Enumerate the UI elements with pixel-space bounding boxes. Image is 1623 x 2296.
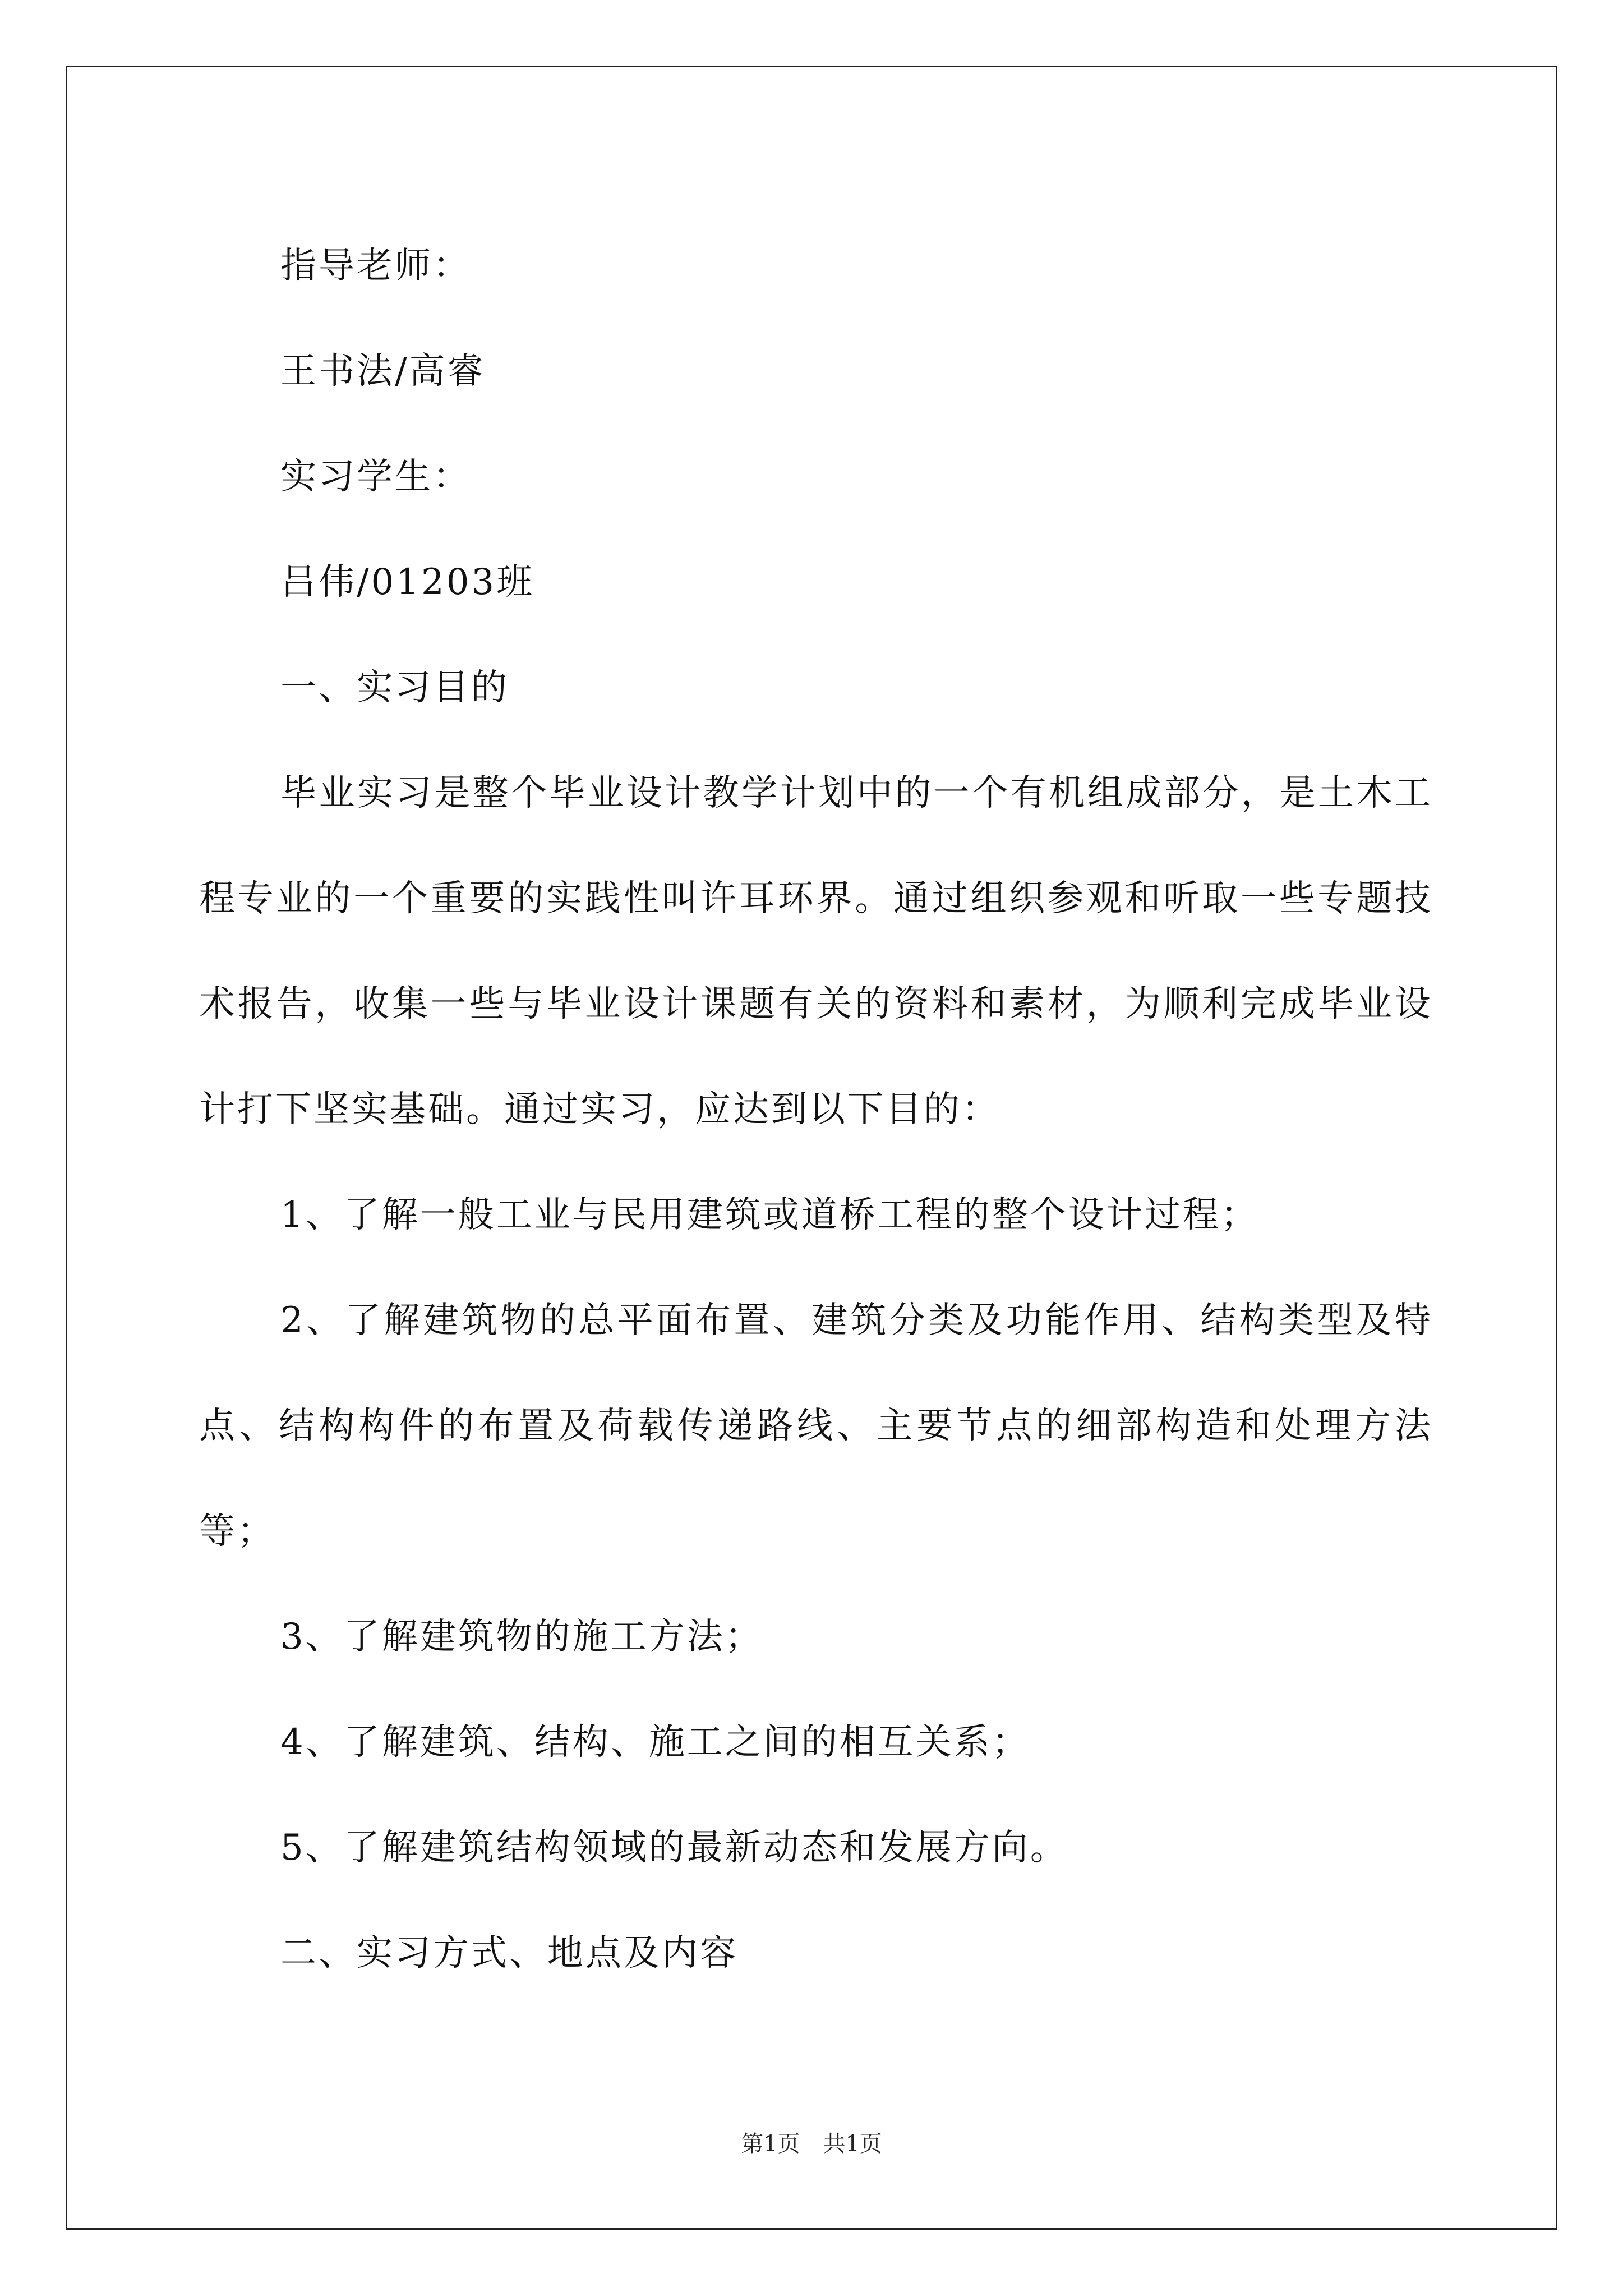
advisor-names: 王书法/高睿 bbox=[280, 351, 486, 392]
section-heading-purpose: 一、实习目的 bbox=[280, 667, 509, 708]
advisor-label: 指导老师： bbox=[280, 245, 471, 287]
page-footer bbox=[0, 2126, 1623, 2158]
document-body bbox=[199, 213, 1433, 2006]
purpose-item-1: 1、了解一般工业与民用建筑或道桥工程的整个设计过程； bbox=[280, 1194, 1259, 1236]
purpose-item-5: 5、了解建筑结构领域的最新动态和发展方向。 bbox=[280, 1827, 1068, 1869]
purpose-item-4: 4、了解建筑、结构、施工之间的相互关系； bbox=[280, 1722, 1030, 1763]
student-name: 吕伟/01203班 bbox=[280, 562, 535, 603]
section-heading-method: 二、实习方式、地点及内容 bbox=[280, 1932, 738, 1974]
purpose-paragraph: 毕业实习是整个毕业设计教学计划中的一个有机组成部分，是土木工程专业的一个重要的实践性叫许耳环界。通过组织参观和听取一些专题技术报告，收集一些与毕业设计课题有关的资料和素材，为顺利完成毕业设计打下坚实基础。通过实习，应达到以下目的： bbox=[199, 772, 1433, 1130]
student-label: 实习学生： bbox=[280, 456, 471, 498]
purpose-item-3: 3、了解建筑物的施工方法； bbox=[280, 1616, 763, 1658]
page-number: 第1页 bbox=[741, 2131, 800, 2157]
purpose-item-2: 2、了解建筑物的总平面布置、建筑分类及功能作用、结构类型及特点、结构构件的布置及荷载传递路线、主要节点的细部构造和处理方法等； bbox=[199, 1300, 1433, 1552]
page-total: 共1页 bbox=[823, 2131, 882, 2157]
